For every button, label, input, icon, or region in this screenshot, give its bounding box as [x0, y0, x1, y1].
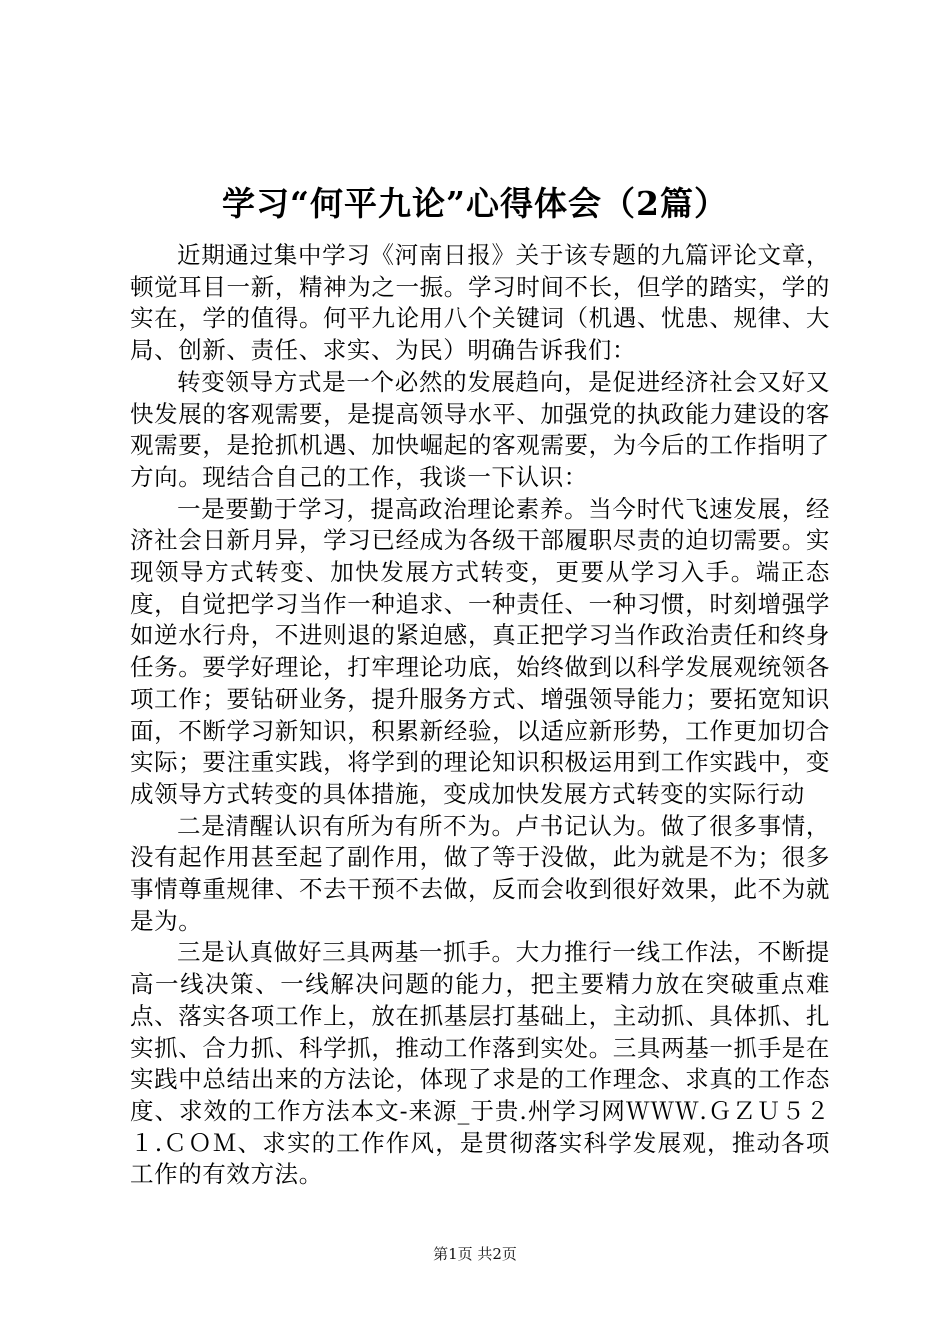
paragraph-point-three: 三是认真做好三具两基一抓手。大力推行一线工作法，不断提高一线决策、一线解决问题的能力，把主要精力放在突破重点难点、落实各项工作上，放在抓基层打基础上，主动抓、具体抓、扎实抓、合力抓、科学抓，推动工作落到实处。三具两基一抓手是在实践中总结出来的方法论，体现了求是的工作理念、求真的工作态度、求效的工作方法本文-来源_于贵.州学习网ＷＷＷ.ＧＺＵ５２１.ＣＯＭ、求实的工作作风，是贯彻落实科学发展观，推动各项工作的有效方法。	[130, 938, 830, 1189]
document-title: 学习“何平九论”心得体会（2篇）	[222, 184, 728, 223]
paragraph-intro: 近期通过集中学习《河南日报》关于该专题的九篇评论文章，顿觉耳目一新，精神为之一振。学习时间不长，但学的踏实，学的实在，学的值得。何平九论用八个关键词（机遇、忧患、规律、大局、创新、责任、求实、为民）明确告诉我们：	[130, 241, 830, 365]
paragraph-point-one: 一是要勤于学习，提高政治理论素养。当今时代飞速发展，经济社会日新月异，学习已经成为各级干部履职尽责的迫切需要。实现领导方式转变、加快发展方式转变，更要从学习入手。端正态度，自觉把学习当作一种追求、一种责任、一种习惯，时刻增强学如逆水行舟，不进则退的紧迫感，真正把学习当作政治责任和终身任务。要学好理论，打牢理论功底，始终做到以科学发展观统领各项工作；要钻研业务，提升服务方式、增强领导能力；要拓宽知识面，不断学习新知识，积累新经验，以适应新形势，工作更加切合实际；要注重实践，将学到的理论知识积极运用到工作实践中，变成领导方式转变的具体措施，变成加快发展方式转变的实际行动	[130, 494, 830, 808]
page-number: 第1页 共2页	[433, 1245, 517, 1263]
document-body	[130, 240, 830, 1191]
paragraph-point-two: 二是清醒认识有所为有所不为。卢书记认为。做了很多事情，没有起作用甚至起了副作用，做了等于没做，此为就是不为；很多事情尊重规律、不去干预不去做，反而会收到很好效果，此不为就是为。	[130, 811, 830, 935]
page-footer	[0, 1244, 950, 1264]
paragraph-transform: 转变领导方式是一个必然的发展趋向，是促进经济社会又好又快发展的客观需要，是提高领导水平、加强党的执政能力建设的客观需要，是抢抓机遇、加快崛起的客观需要，为今后的工作指明了方向。现结合自己的工作，我谈一下认识：	[130, 367, 830, 491]
